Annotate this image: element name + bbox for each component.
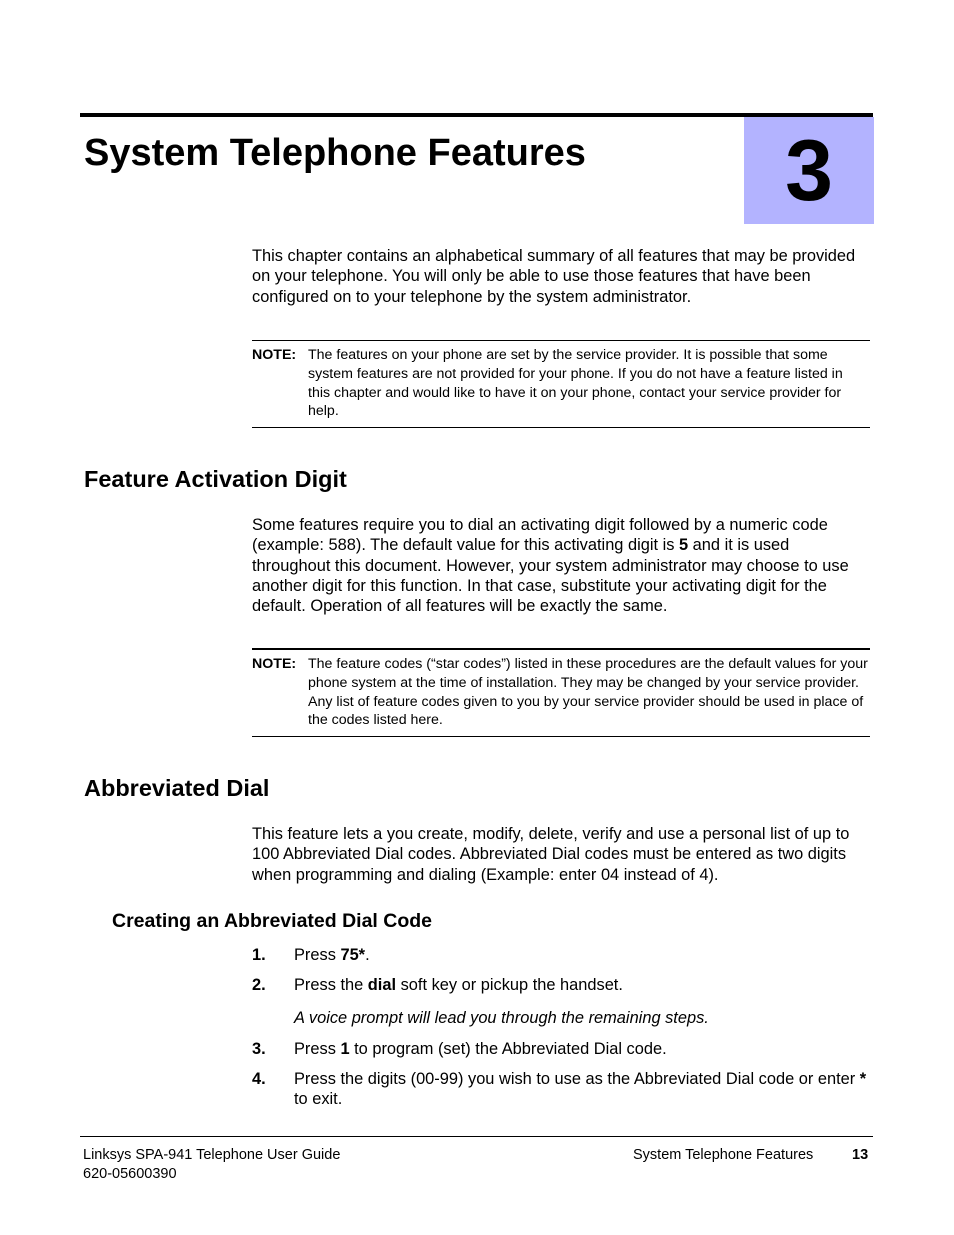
step-item: 4. Press the digits (00-99) you wish to use as the Abbreviated Dial code or enter * to exit. [252, 1070, 867, 1109]
note-text: The feature codes (“star codes”) listed in these procedures are the default values for your phone system at the time of installation. They may be changed by your service provider. Any list of feature codes given to you by your service provider should be used in place of the codes listed here. [308, 656, 868, 729]
note-box-2 [252, 648, 870, 737]
note-label: NOTE: [252, 656, 297, 672]
note-label: NOTE: [252, 347, 297, 363]
section-heading-abbreviated-dial: Abbreviated Dial [84, 775, 270, 801]
page-number: 13 [852, 1147, 869, 1163]
note-text: The features on your phone are set by the service provider. It is possible that some system features are not provided for your phone. If you do not have a feature listed in this chapter and would like to have it on your phone, contact your service provider for help. [308, 347, 843, 420]
footer-guide-title: Linksys SPA-941 Telephone User Guide [83, 1147, 341, 1163]
paragraph-text: Some features require you to dial an activating digit followed by a numeric code (example: 588). The default value for this activating digit is [252, 516, 828, 555]
footer-left [83, 1146, 340, 1184]
feature-activation-paragraph [252, 515, 872, 616]
step-item: 2. Press the dial soft key or pickup the handset. [252, 976, 623, 994]
step-number: 4. [252, 1070, 266, 1088]
voice-prompt-note: A voice prompt will lead you through the remaining steps. [294, 1009, 709, 1027]
step-item: 3. Press 1 to program (set) the Abbreviated Dial code. [252, 1040, 667, 1058]
step-number: 3. [252, 1040, 266, 1058]
subsection-heading-creating-code: Creating an Abbreviated Dial Code [112, 910, 433, 932]
step-number: 2. [252, 976, 266, 994]
footer-section-title: System Telephone Features [633, 1147, 814, 1163]
chapter-title: System Telephone Features [84, 132, 586, 174]
step-number: 1. [252, 946, 266, 964]
activating-digit: 5 [679, 536, 689, 555]
footer-rule [80, 1136, 873, 1137]
chapter-number: 3 [785, 122, 833, 219]
section-heading-feature-activation: Feature Activation Digit [84, 466, 347, 492]
paragraph-text: and it is used throughout this document. However, your system administrator may choose to use another digit for this function. In that case, substitute your activating digit for the default. Operation of all features will be exactly the same. [252, 536, 849, 616]
chapter-number-box [744, 117, 874, 224]
intro-paragraph: This chapter contains an alphabetical summary of all features that may be provided on your telephone. You will only be able to use those features that have been configured on to your telephone by the system administrator. [252, 247, 856, 306]
footer-doc-number: 620-05600390 [83, 1166, 177, 1182]
step-item: 1. Press 75*. [252, 946, 370, 964]
abbreviated-dial-paragraph: This feature lets a you create, modify, delete, verify and use a personal list of up to 100 Abbreviated Dial codes. Abbreviated Dial codes must be entered as two digits when programming and dialing (Example: enter 04 instead of 4). [252, 825, 850, 884]
note-box-1 [252, 340, 870, 428]
